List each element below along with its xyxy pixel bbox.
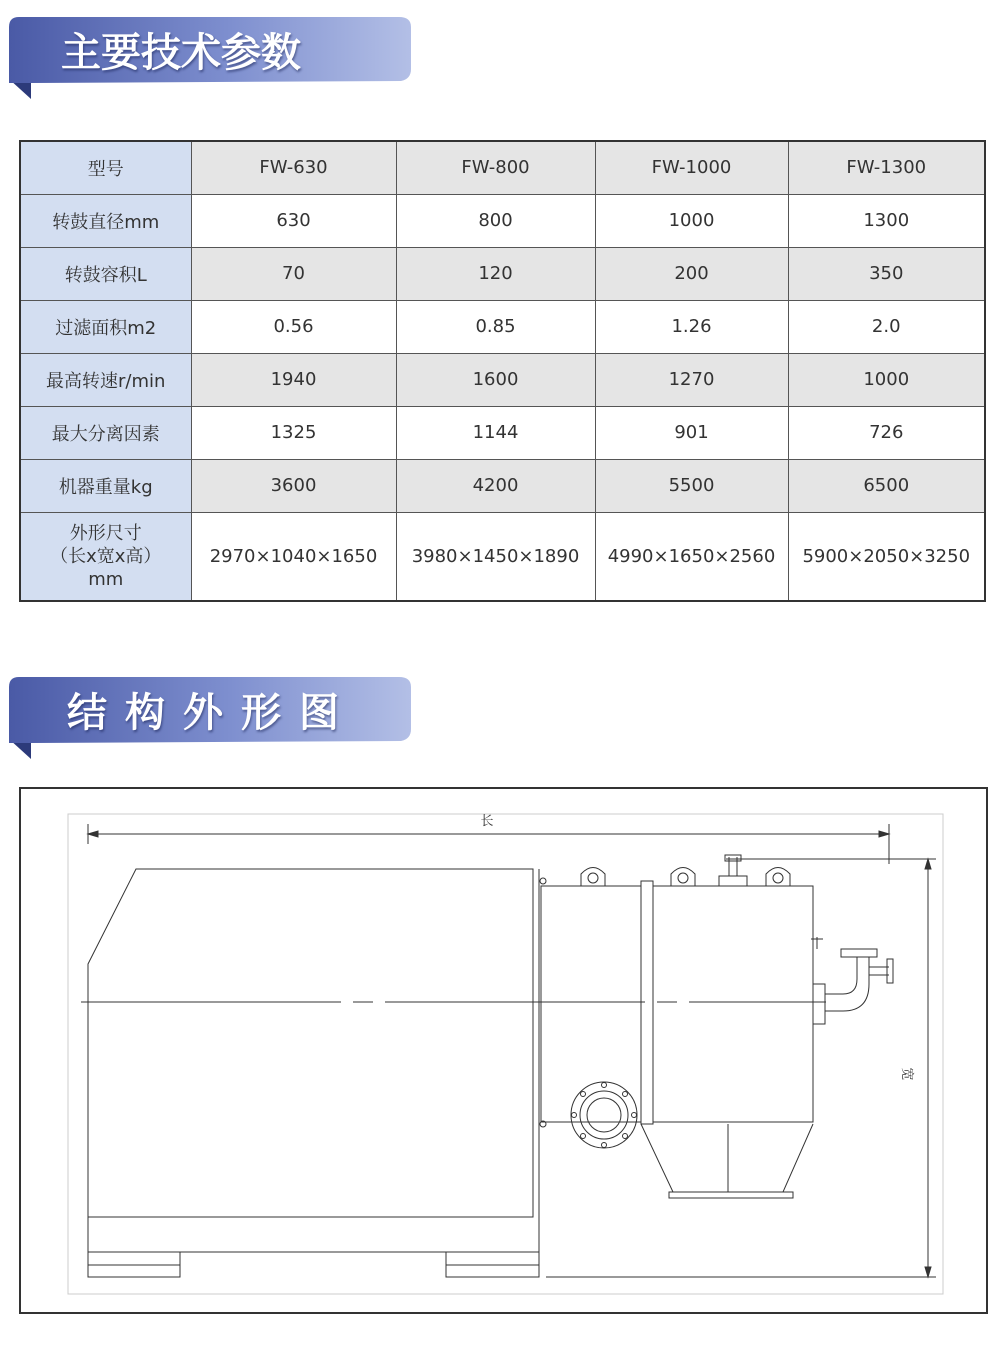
structure-drawing-frame (19, 787, 988, 1314)
value-cell: 1144 (396, 406, 595, 459)
row-label-cell: 最高转速r/min (20, 353, 191, 406)
value-cell: 800 (396, 194, 595, 247)
discharge-hopper (641, 1124, 813, 1198)
value-cell: 5500 (595, 459, 788, 512)
spec-table (19, 140, 986, 602)
row-label-cell: 转鼓直径mm (20, 194, 191, 247)
width-dimension (546, 859, 936, 1277)
row-label-cell (20, 512, 191, 601)
section-banner-drawing (9, 677, 411, 759)
value-cell: 200 (595, 247, 788, 300)
value-cell: 5900×2050×3250 (788, 512, 985, 601)
value-cell: 1000 (788, 353, 985, 406)
table-row (20, 512, 985, 601)
centrifuge-outline-drawing (21, 789, 986, 1312)
table-row (20, 247, 985, 300)
label-line: 外形尺寸 (69, 522, 142, 544)
middle-section (541, 855, 813, 1124)
value-cell: 1600 (396, 353, 595, 406)
value-cell: 350 (788, 247, 985, 300)
value-cell: 4200 (396, 459, 595, 512)
value-cell: 6500 (788, 459, 985, 512)
length-label: 长 (480, 814, 494, 829)
table-row (20, 406, 985, 459)
housing-body (88, 869, 546, 1277)
value-cell: 4990×1650×2560 (595, 512, 788, 601)
section-title: 结构外形图 (67, 690, 357, 736)
value-cell: 1000 (595, 194, 788, 247)
value-cell: 3980×1450×1890 (396, 512, 595, 601)
value-cell: 70 (191, 247, 396, 300)
value-cell: 1.26 (595, 300, 788, 353)
model-header-cell: FW-1300 (788, 141, 985, 194)
side-piping (811, 937, 893, 1024)
value-cell: 0.56 (191, 300, 396, 353)
value-cell: 1940 (191, 353, 396, 406)
width-label: 宽 (899, 1067, 914, 1081)
table-header-row (20, 141, 985, 194)
value-cell: 1270 (595, 353, 788, 406)
value-cell: 1300 (788, 194, 985, 247)
outlet-flange (571, 1082, 637, 1148)
value-cell: 120 (396, 247, 595, 300)
value-cell: 901 (595, 406, 788, 459)
model-header-cell: FW-1000 (595, 141, 788, 194)
row-label-cell: 机器重量kg (20, 459, 191, 512)
model-header-cell: FW-630 (191, 141, 396, 194)
table-row (20, 300, 985, 353)
value-cell: 2.0 (788, 300, 985, 353)
value-cell: 726 (788, 406, 985, 459)
row-label-cell: 最大分离因素 (20, 406, 191, 459)
table-row (20, 194, 985, 247)
table-row (20, 459, 985, 512)
value-cell: 2970×1040×1650 (191, 512, 396, 601)
header-label-cell: 型号 (20, 141, 191, 194)
section-title: 主要技术参数 (61, 30, 301, 76)
length-dimension (88, 824, 889, 864)
row-label-cell: 转鼓容积L (20, 247, 191, 300)
row-label-cell: 过滤面积m2 (20, 300, 191, 353)
label-line: （长x宽x高） (50, 545, 162, 567)
model-header-cell: FW-800 (396, 141, 595, 194)
section-banner-parameters (9, 17, 411, 99)
value-cell: 0.85 (396, 300, 595, 353)
table-row (20, 353, 985, 406)
value-cell: 1325 (191, 406, 396, 459)
label-line: mm (88, 568, 124, 590)
value-cell: 3600 (191, 459, 396, 512)
value-cell: 630 (191, 194, 396, 247)
